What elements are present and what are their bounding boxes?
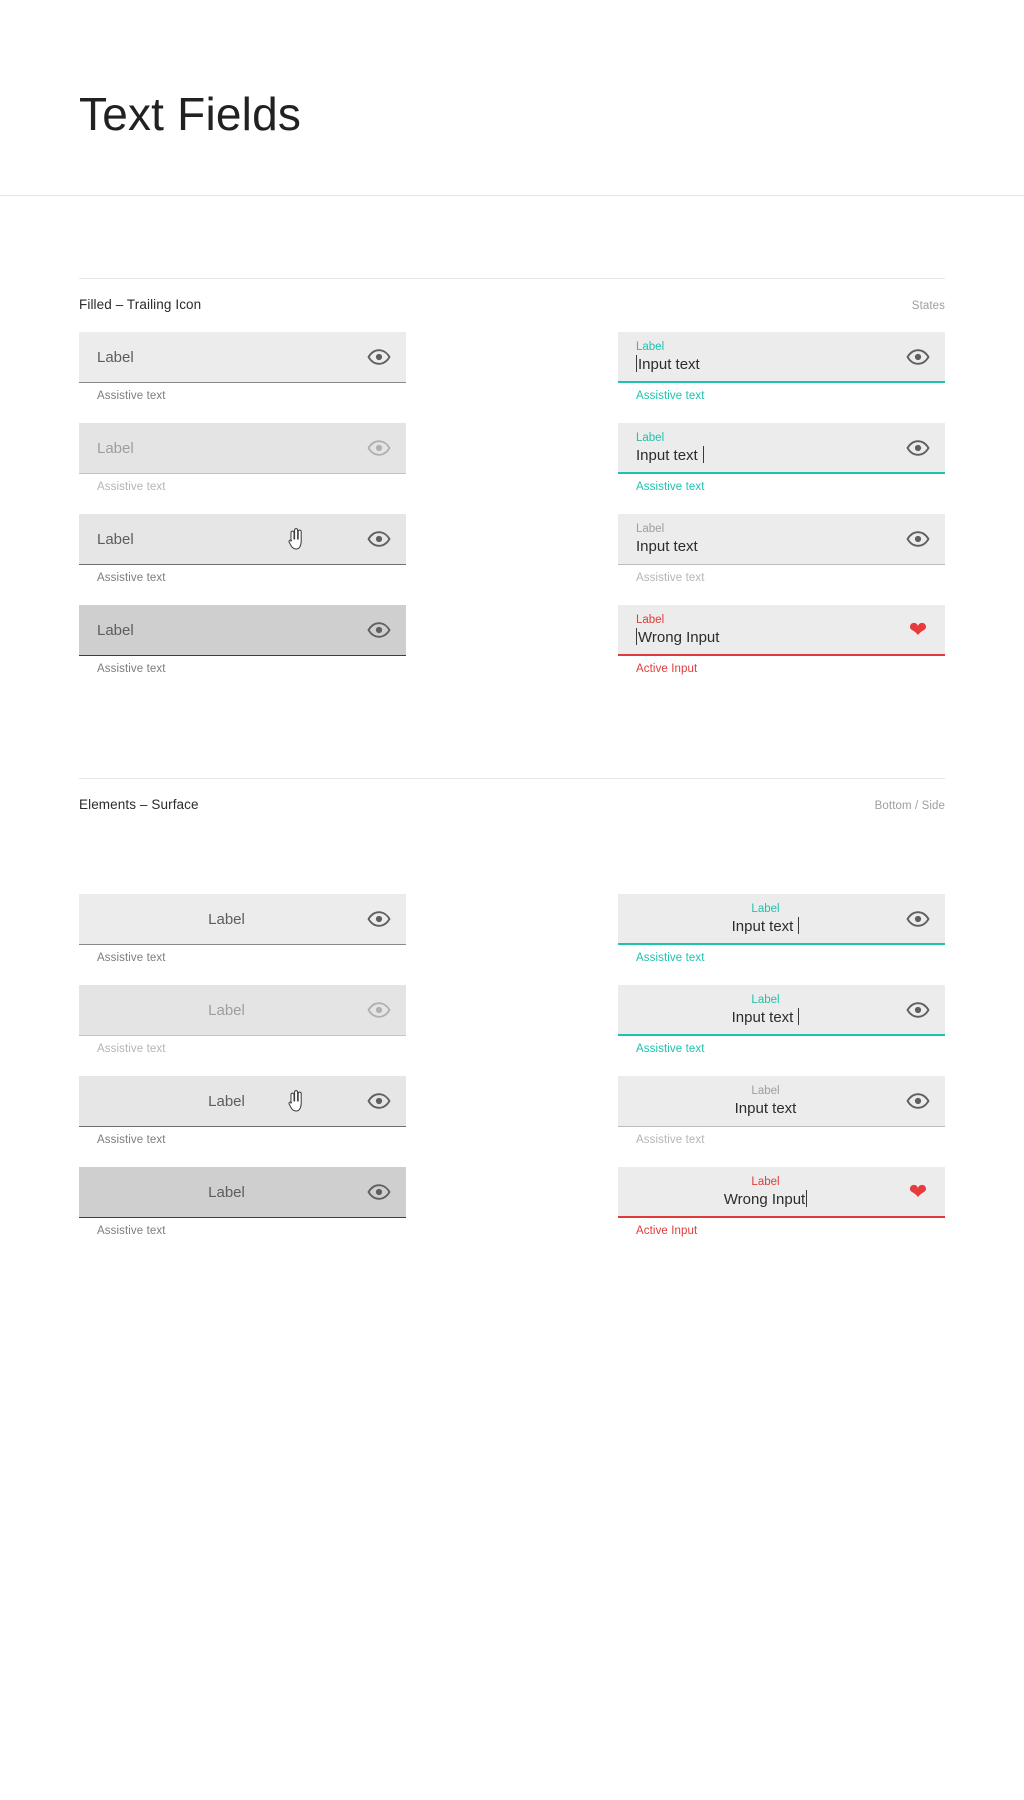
- field-label: Label: [97, 530, 134, 548]
- field-block: [79, 514, 406, 584]
- field-block: [618, 423, 945, 493]
- text-field-error[interactable]: [618, 1167, 945, 1218]
- eye-icon[interactable]: [366, 526, 392, 552]
- field-value: Input text: [734, 1100, 797, 1117]
- text-field-focused[interactable]: [618, 332, 945, 383]
- assistive-text: Active Input: [636, 663, 698, 675]
- field-column-left: [79, 332, 406, 696]
- field-float-label: Label: [751, 902, 780, 915]
- section-meta: Bottom / Side: [874, 800, 945, 812]
- heart-icon[interactable]: ❤: [908, 1178, 928, 1204]
- eye-icon[interactable]: [905, 1088, 931, 1114]
- eye-icon[interactable]: [905, 435, 931, 461]
- text-field-pressed[interactable]: [79, 1167, 406, 1218]
- section-title: Elements – Surface: [79, 797, 199, 812]
- assistive-text: Assistive text: [97, 663, 166, 675]
- field-label: Label: [208, 1001, 245, 1019]
- eye-icon: [366, 997, 392, 1023]
- text-caret: [703, 446, 704, 463]
- text-field-enabled[interactable]: [79, 332, 406, 383]
- eye-icon[interactable]: [905, 344, 931, 370]
- text-field-inactive[interactable]: [618, 1076, 945, 1127]
- field-column-right: [618, 894, 945, 1258]
- eye-icon[interactable]: [366, 1088, 392, 1114]
- text-field-enabled[interactable]: [79, 894, 406, 945]
- text-field-disabled: [79, 985, 406, 1036]
- field-float-label: Label: [636, 431, 665, 444]
- eye-icon[interactable]: [905, 997, 931, 1023]
- field-label: Label: [97, 348, 134, 366]
- field-block: [79, 332, 406, 402]
- field-block: [618, 514, 945, 584]
- field-value: Input text: [732, 1008, 800, 1027]
- field-grid: [79, 332, 945, 696]
- text-caret: [798, 1008, 799, 1025]
- field-column-right: [618, 332, 945, 696]
- field-column-left: [79, 894, 406, 1258]
- text-field-hover[interactable]: [79, 1076, 406, 1127]
- assistive-text: Assistive text: [97, 1225, 166, 1237]
- text-caret: [636, 628, 637, 645]
- field-block: [618, 894, 945, 964]
- field-value: Input text: [636, 538, 698, 555]
- eye-icon: [366, 435, 392, 461]
- field-grid: [79, 894, 945, 1258]
- field-value: Input text: [636, 446, 895, 465]
- section-filled-trailing-icon: [79, 278, 945, 696]
- text-caret: [806, 1190, 807, 1207]
- section-spacer: [79, 832, 945, 894]
- assistive-text: Assistive text: [636, 572, 705, 584]
- assistive-text: Assistive text: [97, 952, 166, 964]
- page-content: [0, 278, 1024, 1258]
- heart-icon[interactable]: ❤: [908, 616, 928, 642]
- text-field-focused[interactable]: [618, 894, 945, 945]
- eye-icon[interactable]: [366, 906, 392, 932]
- field-value: Input text: [732, 917, 800, 936]
- text-field-pressed[interactable]: [79, 605, 406, 656]
- page-header: [0, 0, 1024, 196]
- field-value: Input text: [638, 355, 700, 373]
- field-float-label: Label: [636, 340, 665, 353]
- field-block: [79, 605, 406, 675]
- assistive-text: Assistive text: [97, 481, 166, 493]
- section-elements-surface: [79, 778, 945, 1258]
- section-header: [79, 779, 945, 812]
- field-block: [79, 423, 406, 493]
- field-float-label: Label: [636, 613, 665, 626]
- field-label: Label: [208, 910, 245, 928]
- text-field-error[interactable]: [618, 605, 945, 656]
- assistive-text: Active Input: [636, 1225, 698, 1237]
- assistive-text: Assistive text: [97, 1043, 166, 1055]
- assistive-text: Assistive text: [636, 390, 705, 402]
- field-block: [618, 1167, 945, 1237]
- section-meta: States: [911, 300, 945, 312]
- field-float-label: Label: [751, 1085, 780, 1097]
- field-block: [79, 894, 406, 964]
- field-block: [79, 1076, 406, 1146]
- section-header: [79, 279, 945, 312]
- text-field-inactive[interactable]: [618, 514, 945, 565]
- eye-icon[interactable]: [366, 1179, 392, 1205]
- field-label: Label: [208, 1092, 245, 1110]
- assistive-text: Assistive text: [636, 1134, 705, 1146]
- field-block: [618, 985, 945, 1055]
- page-title: Text Fields: [79, 88, 302, 140]
- field-float-label: Label: [636, 523, 665, 535]
- eye-icon[interactable]: [366, 617, 392, 643]
- field-block: [618, 332, 945, 402]
- assistive-text: Assistive text: [636, 481, 705, 493]
- field-block: [618, 1076, 945, 1146]
- assistive-text: Assistive text: [97, 572, 166, 584]
- assistive-text: Assistive text: [97, 1134, 166, 1146]
- assistive-text: Assistive text: [636, 952, 705, 964]
- field-float-label: Label: [751, 1175, 780, 1188]
- eye-icon[interactable]: [905, 906, 931, 932]
- text-field-hover[interactable]: [79, 514, 406, 565]
- field-value: Wrong Input: [638, 628, 720, 646]
- assistive-text: Assistive text: [97, 390, 166, 402]
- field-value: Wrong Input: [723, 1190, 806, 1208]
- text-caret: [798, 917, 799, 934]
- field-block: [79, 985, 406, 1055]
- field-label: Label: [97, 439, 134, 457]
- field-float-label: Label: [751, 993, 780, 1006]
- field-block: [618, 605, 945, 675]
- field-label: Label: [97, 621, 134, 639]
- text-field-disabled: [79, 423, 406, 474]
- field-block: [79, 1167, 406, 1237]
- text-field-filled[interactable]: [618, 985, 945, 1036]
- field-label: Label: [208, 1183, 245, 1201]
- eye-icon[interactable]: [905, 526, 931, 552]
- text-caret: [636, 355, 637, 372]
- assistive-text: Assistive text: [636, 1043, 705, 1055]
- text-field-filled[interactable]: [618, 423, 945, 474]
- section-title: Filled – Trailing Icon: [79, 297, 202, 312]
- eye-icon[interactable]: [366, 344, 392, 370]
